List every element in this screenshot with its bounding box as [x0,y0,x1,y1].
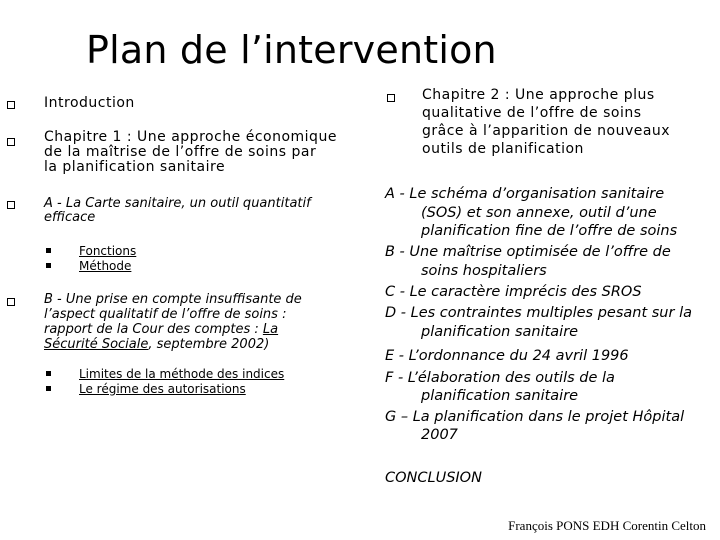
bullet-marker [7,101,15,109]
chapter-2-line-2: qualitative de l’offre de soins [422,105,642,121]
section-b-right-line-1: B - Une maîtrise optimisée de l’offre de [385,244,671,260]
chapter-2-line-4: outils de planification [422,141,584,157]
section-f-right-line-2: planification sanitaire [421,388,579,404]
section-b-line-3 [44,322,278,337]
link-methode[interactable]: Méthode [79,259,132,273]
link-securite-sociale-part1[interactable]: La [262,322,279,337]
section-a-right-line-3: planification fine de l’offre de soins [421,223,678,239]
sub-bullet-marker [46,263,51,268]
section-a-line-2: efficace [44,210,96,225]
bullet-marker [7,298,15,306]
bullet-marker [387,94,395,102]
chapter-2-line-3: grâce à l’apparition de nouveaux [422,123,671,139]
section-a-right-line-2: (SOS) et son annexe, outil d’une [421,205,657,221]
sub-bullet-marker [46,248,51,253]
section-g-right-line-1: G – La planification dans le projet Hôpital [385,409,685,425]
chapter-1-line-1: Chapitre 1 : Une approche économique [44,129,337,145]
section-b-right-line-2: soins hospitaliers [421,263,547,279]
section-g-right-line-2: 2007 [421,427,458,443]
section-b-text-end: , septembre 2002) [148,337,270,352]
link-fonctions[interactable]: Fonctions [79,244,137,258]
section-a-line-1: A - La Carte sanitaire, un outil quantitatif [44,196,311,211]
link-securite-sociale-part2[interactable]: Sécurité Sociale [44,337,149,352]
chapter-1-line-3: la planification sanitaire [44,159,226,175]
section-d-right-line-2: planification sanitaire [421,324,579,340]
section-b-line-2: l’aspect qualitatif de l’offre de soins : [44,307,287,322]
section-b-text: rapport de la Cour des comptes : [44,322,263,337]
bullet-marker [7,201,15,209]
link-limites-methode[interactable]: Limites de la méthode des indices [79,367,285,381]
bullet-marker [7,138,15,146]
section-f-right-line-1: F - L’élaboration des outils de la [385,370,615,386]
section-e-right: E - L’ordonnance du 24 avril 1996 [385,348,629,364]
section-b-line-1: B - Une prise en compte insuffisante de [44,292,302,307]
footer-authors: François PONS EDH Corentin Celton [508,518,706,533]
section-a-right-line-1: A - Le schéma d’organisation sanitaire [385,186,665,202]
link-regime-autorisations[interactable]: Le régime des autorisations [79,382,246,396]
section-c-right: C - Le caractère imprécis des SROS [385,284,642,300]
page-title: Plan de l’intervention [86,28,497,72]
sub-bullet-marker [46,371,51,376]
section-d-right-line-1: D - Les contraintes multiples pesant sur la [385,305,692,321]
chapter-1-line-2: de la maîtrise de l’offre de soins par [44,144,317,160]
section-introduction: Introduction [44,95,135,111]
section-b-line-4 [44,337,269,352]
section-conclusion: CONCLUSION [385,470,482,486]
sub-bullet-marker [46,386,51,391]
chapter-2-line-1: Chapitre 2 : Une approche plus [422,87,655,103]
